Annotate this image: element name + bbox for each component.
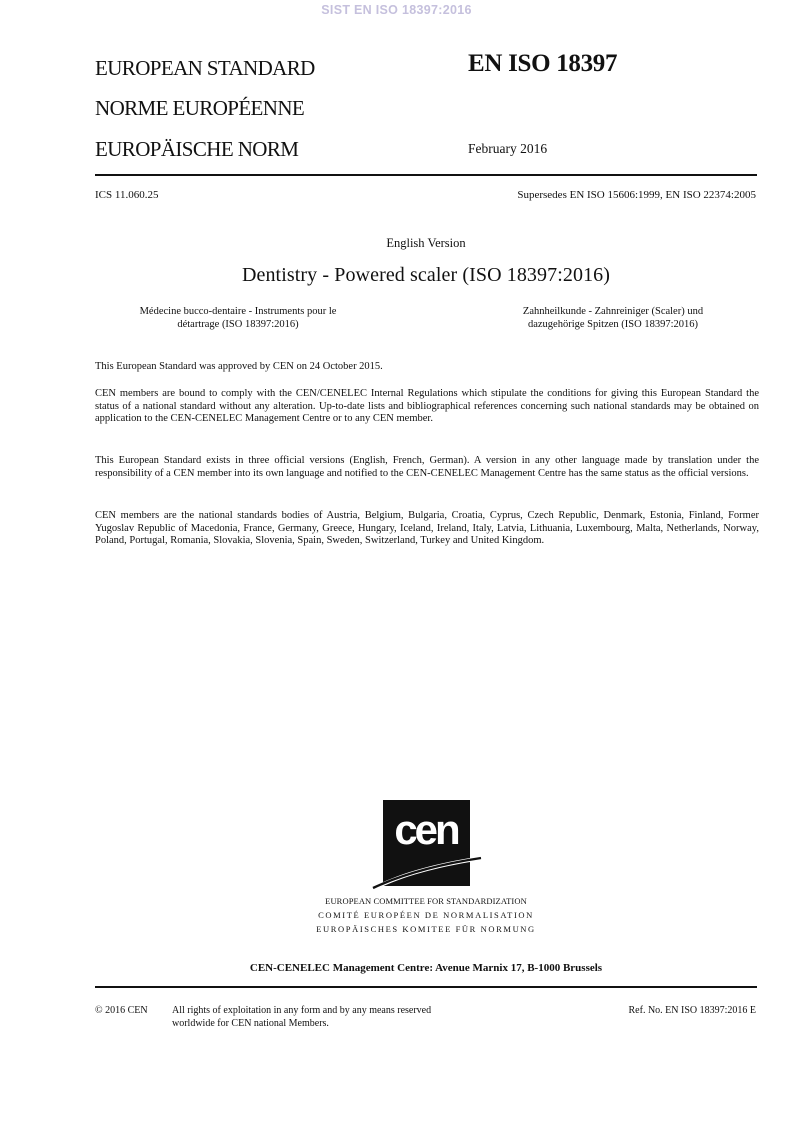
rights-notice [172, 1005, 431, 1030]
version-label: English Version [386, 236, 466, 250]
supersedes-note: Supersedes EN ISO 15606:1999, EN ISO 22374:2005 [517, 189, 756, 201]
versions-paragraph: This European Standard exists in three official versions (English, French, German). A version in any other language made by translation under the responsibility of a CEN member into its own language and notified to the CEN-CENELEC Management Centre has the same status as the official versions. [95, 455, 759, 479]
title-norme-europeenne: NORME EUROPÉENNE [95, 96, 305, 120]
rights-line: worldwide for CEN national Members. [172, 1017, 329, 1029]
compliance-paragraph: CEN members are bound to comply with the CEN/CENELEC Internal Regulations which stipulate the conditions for giving this European Standard the status of a national standard without any alteration. Up-to-date lists and bibliographical references concerning such national standards may be obtained on application to the CEN-CENELEC Management Centre or to any CEN member. [95, 388, 759, 425]
german-title [463, 306, 763, 332]
ics-code: ICS 11.060.25 [95, 189, 159, 201]
cen-logo-icon [371, 800, 483, 890]
management-centre: CEN-CENELEC Management Centre: Avenue Marnix 17, B-1000 Brussels [249, 962, 603, 974]
committee-english: EUROPEAN COMMITTEE FOR STANDARDIZATION [325, 896, 527, 906]
title-europaische-norm: EUROPÄISCHE NORM [95, 137, 299, 161]
publication-date: February 2016 [468, 141, 548, 156]
footer-divider [95, 986, 757, 988]
copyright: © 2016 CEN [95, 1005, 148, 1016]
title-european-standard: EUROPEAN STANDARD [95, 56, 315, 80]
standard-number: EN ISO 18397 [468, 50, 618, 77]
reference-number: Ref. No. EN ISO 18397:2016 E [628, 1005, 756, 1016]
committee-french: COMITÉ EUROPÉEN DE NORMALISATION [318, 910, 534, 920]
cen-logo [371, 800, 483, 890]
german-title-line: Zahnheilkunde - Zahnreiniger (Scaler) und [522, 306, 704, 317]
cen-logo-text: cen [394, 806, 458, 853]
french-title-line: détartrage (ISO 18397:2016) [177, 318, 299, 330]
header-divider [95, 174, 757, 176]
german-title-line: dazugehörige Spitzen (ISO 18397:2016) [527, 318, 698, 330]
french-title [88, 306, 388, 332]
watermark: SIST EN ISO 18397:2016 [321, 3, 472, 17]
members-paragraph: CEN members are the national standards bodies of Austria, Belgium, Bulgaria, Croatia, Cyprus, Czech Republic, Denmark, Estonia, Finland, Former Yugoslav Republic of Macedonia, France, Germany, Greece, Hungary, Iceland, Ireland, Italy, Latvia, Lithuania, Luxembourg, Malta, Netherlands, Norway, Poland, Portugal, Romania, Slovakia, Slovenia, Spain, Sweden, Switzerland, Turkey and United Kingdom. [95, 510, 759, 547]
main-title: Dentistry - Powered scaler (ISO 18397:2016) [241, 264, 611, 286]
committee-german: EUROPÄISCHES KOMITEE FÜR NORMUNG [316, 924, 536, 934]
french-title-line: Médecine bucco-dentaire - Instruments pour le [139, 306, 337, 317]
rights-line: All rights of exploitation in any form and by any means reserved [172, 1005, 432, 1016]
approval-paragraph: This European Standard was approved by CEN on 24 October 2015. [95, 361, 383, 372]
